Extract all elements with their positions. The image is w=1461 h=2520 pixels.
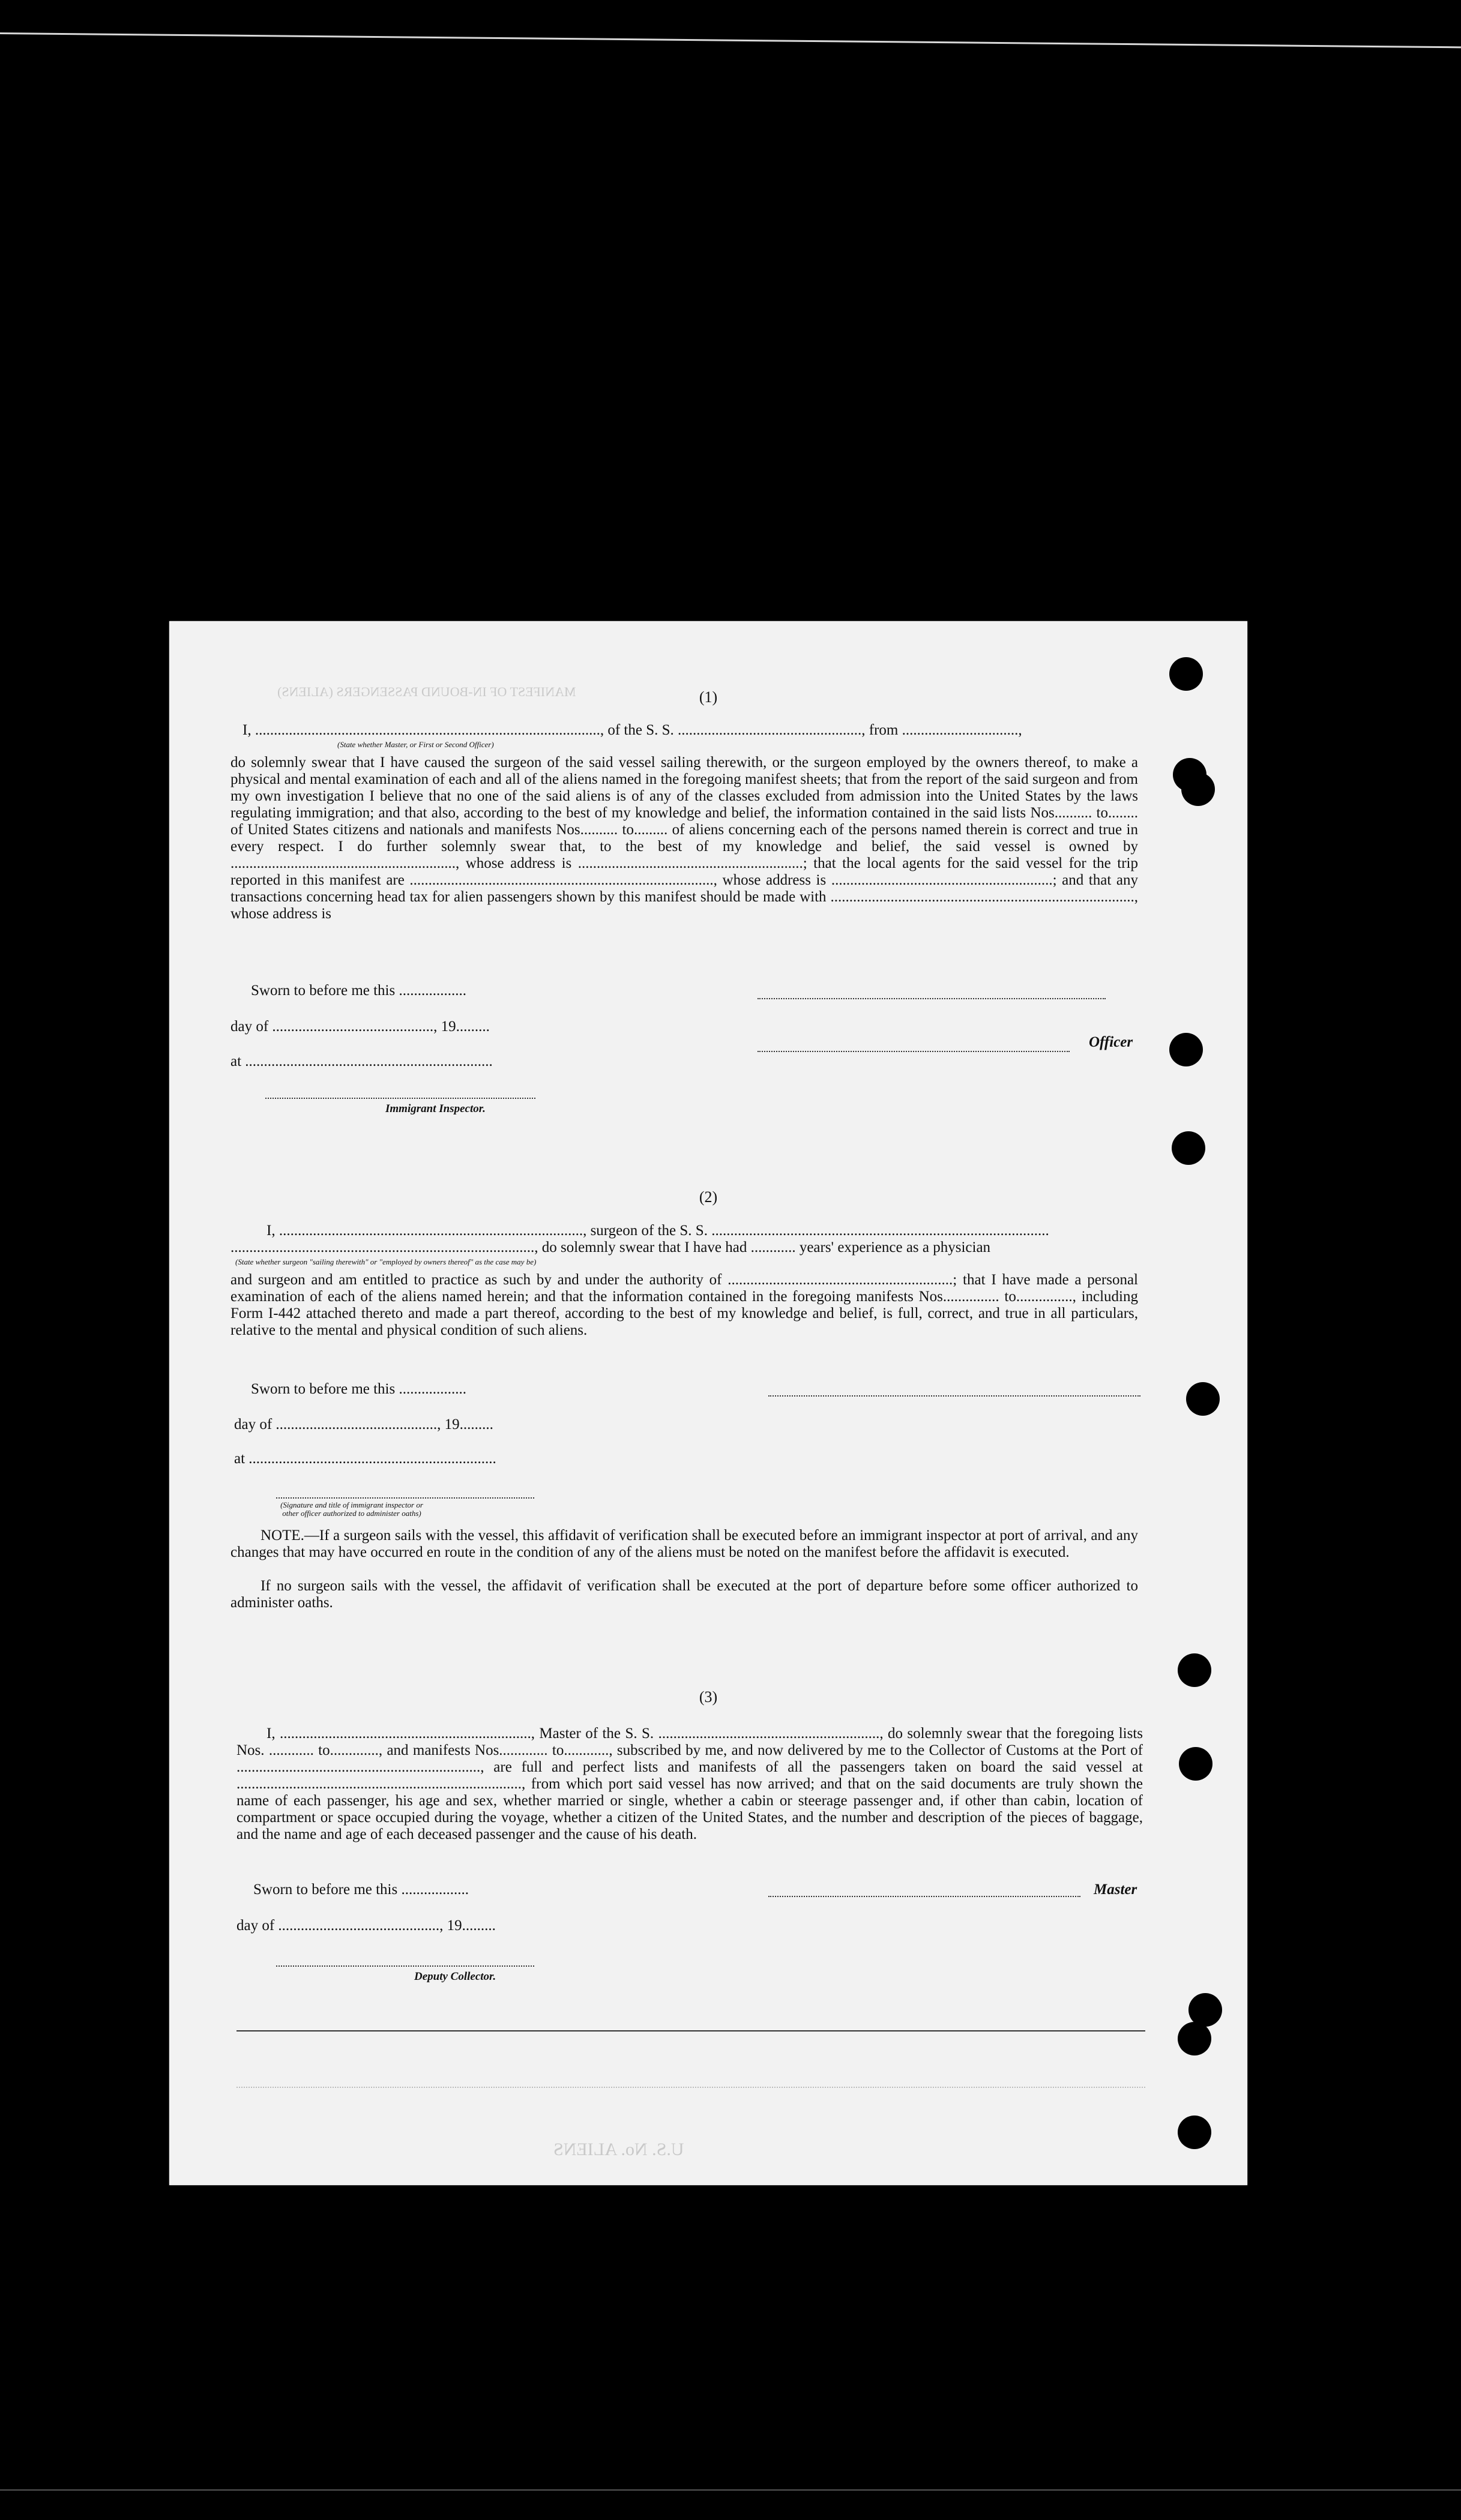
section-2-note: NOTE.—If a surgeon sails with the vessel, this affidavit of verification shall be executed before an immigrant inspector at port of arrival, and any changes that may have occurred en route in the condition of any of the aliens must be noted on the manifest before the affidavit is executed. (230, 1527, 1138, 1560)
section-3-number: (3) (699, 1688, 718, 1706)
punch-hole (1172, 1131, 1205, 1165)
scan-edge-line (0, 32, 1461, 48)
bleed-through-text: MANIFEST OF IN-BOUND PASSENGERS (ALIENS) (277, 684, 576, 699)
section-3-collector-label: Deputy Collector. (414, 1970, 496, 1983)
section-2-oath-line: I, ................................................................................., surgeon of the S. S. .......................................................................................... (267, 1222, 1049, 1239)
section-2-note-2: If no surgeon sails with the vessel, the affidavit of verification shall be executed at the port of departure before some officer authorized to administer oaths. (230, 1578, 1138, 1611)
punch-hole (1169, 1033, 1203, 1066)
section-3-master-label: Master (1094, 1881, 1137, 1898)
bottom-rule (236, 2030, 1145, 2031)
punch-hole (1178, 1653, 1211, 1687)
section-3-body: I, ..................................................................., Master of the S. S. ..........................................................., do solemnly swear that the foregoing lists Nos. ............ to............., and manifests Nos............. to............, subscribed by me, and now delivered by me to the Collector of Customs at the Port of ................................................................., are full and perfect lists and manifests of all the passengers taken on board the said vessel at ............................................................................, from which port said vessel has now arrived; and that on the said documents are truly shown the name of each passenger, his age and sex, whether married or single, whether a cabin or steerage passenger and, if other than cabin, location of compartment or space occupied during the voyage, whether a citizen of the United States, and the number and description of the pieces of baggage, and the name and age of each deceased passenger and the cause of his death. (236, 1725, 1143, 1842)
section-2-sworn: Sworn to before me this .................. (251, 1381, 466, 1397)
section-2-caption: (State whether surgeon "sailing therewith" or "employed by owners thereof" as the case may be) (235, 1257, 537, 1266)
section-2-signature-caption: (Signature and title of immigrant inspector or other officer authorized to administer oaths) (280, 1500, 423, 1518)
section-2-number: (2) (699, 1188, 718, 1206)
section-1-inspector-line (265, 1098, 535, 1099)
section-1-signature-line (758, 998, 1106, 999)
section-2-body: and surgeon and am entitled to practice as such by and under the authority of ............................................................; that I have made a personal examination of each of the aliens named herein; and that the information contained in the foregoing manifests Nos............... to..............., including Form I-442 attached thereto and made a part thereof, according to the best of my knowledge and belief, is full, correct, and true in all particulars, relative to the mental and physical condition of such aliens. (230, 1272, 1138, 1338)
section-1-day: day of ..........................................., 19......... (230, 1018, 490, 1035)
section-3-sworn: Sworn to before me this .................. (253, 1881, 469, 1898)
punch-hole (1178, 2022, 1211, 2055)
manifest-page (169, 621, 1247, 2185)
section-1-at: at .................................................................. (230, 1053, 493, 1069)
section-1-officer-label: Officer (1089, 1034, 1133, 1050)
section-2-inspector-line (276, 1497, 534, 1499)
punch-hole (1181, 772, 1215, 806)
section-2-day: day of ..........................................., 19......... (234, 1416, 493, 1433)
punch-hole (1179, 1747, 1212, 1781)
punch-hole (1186, 1382, 1220, 1416)
section-1-body: do solemnly swear that I have caused the surgeon of the said vessel sailing therewith, or the surgeon employed by the owners thereof, to make a physical and mental examination of each and all of the aliens named in the foregoing manifest sheets; that from the report of the said surgeon and from my own investigation I believe that no one of the said aliens is of any of the classes excluded from admission into the United States by the laws regulating immigration; and that also, according to the best of my knowledge and belief, the information contained in the said lists Nos.......... to........ of United States citizens and nationals and manifests Nos.......... to......... of aliens concerning each of the persons named therein is correct and true in every respect. I do further solemnly swear that, to the best of my knowledge and belief, the said vessel is owned by ............................................................, whose address is ............................................................; that the local agents for the said vessel for the trip reported in this manifest are ................................................................................., whose address is ...........................................................; and that any transactions concerning head tax for alien passengers shown by this manifest should be made with ................................................................................., whose address is (230, 754, 1138, 922)
punch-hole (1178, 2116, 1211, 2149)
section-2-experience-line: ................................................................................., do solemnly swear that I have had ............ years' experience as a physician (230, 1239, 991, 1255)
section-1-number: (1) (699, 688, 718, 706)
section-3-day: day of ..........................................., 19......... (236, 1917, 496, 1934)
punch-hole (1169, 657, 1203, 691)
bleed-through-text: U.S. No. ALIENS (553, 2140, 684, 2159)
section-1-officer-line (758, 1051, 1070, 1052)
section-2-at: at .................................................................. (234, 1451, 496, 1467)
scan-bottom-line (0, 2489, 1461, 2491)
section-3-collector-line (276, 1965, 534, 1967)
section-1-oath-line: I, ............................................................................................, of the S. S. ................................................., from ..............................., (242, 722, 1022, 738)
section-3-master-line (768, 1896, 1080, 1897)
section-1-sworn: Sworn to before me this .................. (251, 982, 466, 999)
section-2-signature-line (768, 1395, 1140, 1397)
section-1-inspector-label: Immigrant Inspector. (385, 1102, 486, 1115)
section-1-caption: (State whether Master, or First or Second Officer) (337, 740, 494, 749)
bottom-dotted-rule (236, 2087, 1145, 2088)
